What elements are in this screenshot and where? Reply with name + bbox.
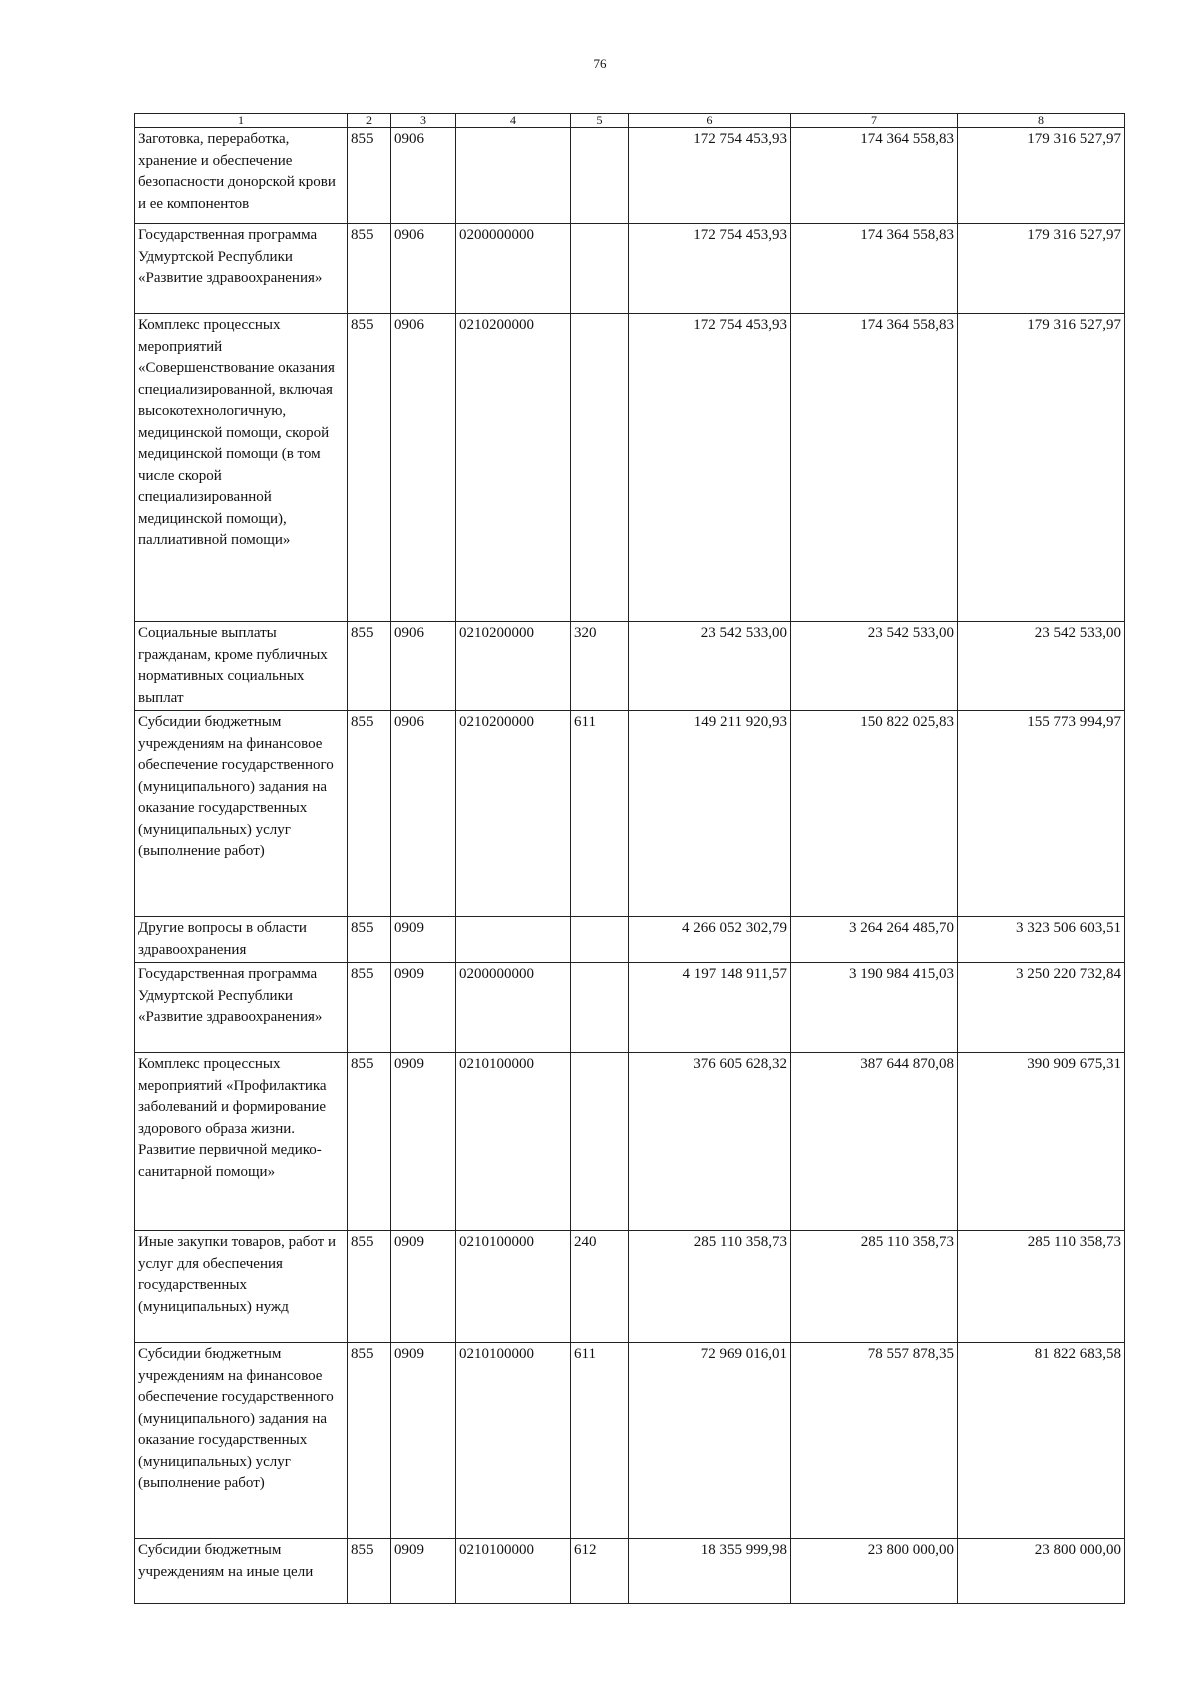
row-year2: 387 644 870,08 xyxy=(791,1053,958,1231)
row-ved: 855 xyxy=(348,1053,391,1231)
row-target: 0210200000 xyxy=(456,622,571,711)
table-row xyxy=(135,1539,1125,1604)
row-ved: 855 xyxy=(348,917,391,963)
row-target: 0210100000 xyxy=(456,1539,571,1604)
row-type xyxy=(571,963,629,1053)
row-type: 320 xyxy=(571,622,629,711)
header-cell: 3 xyxy=(391,114,456,128)
row-target: 0210100000 xyxy=(456,1231,571,1343)
row-name: Субсидии бюджетным учреждениям на финансовое обеспечение государственного (муниципального) задания на оказание государственных (муниципальных) услуг (выполнение работ) xyxy=(135,1343,348,1539)
row-section: 0909 xyxy=(391,1053,456,1231)
row-section: 0906 xyxy=(391,711,456,917)
budget-table xyxy=(134,113,1125,1604)
row-ved: 855 xyxy=(348,314,391,622)
table-row xyxy=(135,314,1125,622)
row-type xyxy=(571,1053,629,1231)
row-year2: 285 110 358,73 xyxy=(791,1231,958,1343)
row-section: 0909 xyxy=(391,963,456,1053)
row-type: 612 xyxy=(571,1539,629,1604)
row-year1: 376 605 628,32 xyxy=(629,1053,791,1231)
table-row xyxy=(135,711,1125,917)
row-section: 0909 xyxy=(391,1343,456,1539)
header-cell: 7 xyxy=(791,114,958,128)
row-target xyxy=(456,917,571,963)
row-year2: 174 364 558,83 xyxy=(791,224,958,314)
row-year1: 172 754 453,93 xyxy=(629,128,791,224)
row-ved: 855 xyxy=(348,1539,391,1604)
row-name: Комплекс процессных мероприятий «Профилактика заболеваний и формирование здорового образа жизни. Развитие первичной медико-санитарной помощи» xyxy=(135,1053,348,1231)
row-year1: 18 355 999,98 xyxy=(629,1539,791,1604)
row-year1: 72 969 016,01 xyxy=(629,1343,791,1539)
row-name: Субсидии бюджетным учреждениям на финансовое обеспечение государственного (муниципального) задания на оказание государственных (муниципальных) услуг (выполнение работ) xyxy=(135,711,348,917)
row-year3: 179 316 527,97 xyxy=(958,128,1125,224)
row-year1: 23 542 533,00 xyxy=(629,622,791,711)
header-row xyxy=(135,114,1125,128)
row-type: 611 xyxy=(571,711,629,917)
row-year1: 4 197 148 911,57 xyxy=(629,963,791,1053)
table-row xyxy=(135,917,1125,963)
table-row xyxy=(135,128,1125,224)
row-year2: 174 364 558,83 xyxy=(791,314,958,622)
row-name: Иные закупки товаров, работ и услуг для обеспечения государственных (муниципальных) нужд xyxy=(135,1231,348,1343)
header-cell: 6 xyxy=(629,114,791,128)
row-ved: 855 xyxy=(348,711,391,917)
row-year3: 155 773 994,97 xyxy=(958,711,1125,917)
row-type xyxy=(571,917,629,963)
row-name: Государственная программа Удмуртской Республики «Развитие здравоохранения» xyxy=(135,224,348,314)
row-ved: 855 xyxy=(348,1343,391,1539)
header-cell: 1 xyxy=(135,114,348,128)
row-year3: 179 316 527,97 xyxy=(958,224,1125,314)
row-name: Субсидии бюджетным учреждениям на иные цели xyxy=(135,1539,348,1604)
row-section: 0906 xyxy=(391,224,456,314)
row-ved: 855 xyxy=(348,224,391,314)
row-ved: 855 xyxy=(348,1231,391,1343)
row-name: Социальные выплаты гражданам, кроме публичных нормативных социальных выплат xyxy=(135,622,348,711)
table-row xyxy=(135,1231,1125,1343)
row-year3: 23 800 000,00 xyxy=(958,1539,1125,1604)
table-row xyxy=(135,224,1125,314)
row-target: 0200000000 xyxy=(456,963,571,1053)
row-year3: 81 822 683,58 xyxy=(958,1343,1125,1539)
table-row xyxy=(135,622,1125,711)
row-type xyxy=(571,224,629,314)
header-cell: 5 xyxy=(571,114,629,128)
row-target xyxy=(456,128,571,224)
row-type xyxy=(571,314,629,622)
row-name: Заготовка, переработка, хранение и обеспечение безопасности донорской крови и ее компонентов xyxy=(135,128,348,224)
table-row xyxy=(135,1343,1125,1539)
row-section: 0909 xyxy=(391,1231,456,1343)
row-year1: 4 266 052 302,79 xyxy=(629,917,791,963)
row-year1: 172 754 453,93 xyxy=(629,224,791,314)
row-type xyxy=(571,128,629,224)
row-year2: 150 822 025,83 xyxy=(791,711,958,917)
row-year3: 3 250 220 732,84 xyxy=(958,963,1125,1053)
header-cell: 8 xyxy=(958,114,1125,128)
row-year3: 3 323 506 603,51 xyxy=(958,917,1125,963)
row-year3: 285 110 358,73 xyxy=(958,1231,1125,1343)
row-year2: 3 264 264 485,70 xyxy=(791,917,958,963)
row-section: 0909 xyxy=(391,1539,456,1604)
header-cell: 2 xyxy=(348,114,391,128)
header-cell: 4 xyxy=(456,114,571,128)
row-year3: 23 542 533,00 xyxy=(958,622,1125,711)
row-name: Комплекс процессных мероприятий «Совершенствование оказания специализированной, включая высокотехнологичную, медицинской помощи, скорой медицинской помощи (в том числе скорой специализированной медицинской помощи), паллиативной помощи» xyxy=(135,314,348,622)
row-target: 0210100000 xyxy=(456,1053,571,1231)
row-target: 0210200000 xyxy=(456,314,571,622)
row-ved: 855 xyxy=(348,128,391,224)
row-year2: 23 542 533,00 xyxy=(791,622,958,711)
page-number: 76 xyxy=(593,56,607,71)
row-target: 0200000000 xyxy=(456,224,571,314)
row-year2: 174 364 558,83 xyxy=(791,128,958,224)
row-name: Другие вопросы в области здравоохранения xyxy=(135,917,348,963)
row-year2: 23 800 000,00 xyxy=(791,1539,958,1604)
row-year3: 390 909 675,31 xyxy=(958,1053,1125,1231)
row-section: 0906 xyxy=(391,622,456,711)
row-year2: 3 190 984 415,03 xyxy=(791,963,958,1053)
table-row xyxy=(135,963,1125,1053)
table-row xyxy=(135,1053,1125,1231)
row-section: 0906 xyxy=(391,128,456,224)
row-section: 0909 xyxy=(391,917,456,963)
row-name: Государственная программа Удмуртской Республики «Развитие здравоохранения» xyxy=(135,963,348,1053)
row-year1: 285 110 358,73 xyxy=(629,1231,791,1343)
row-year2: 78 557 878,35 xyxy=(791,1343,958,1539)
row-target: 0210100000 xyxy=(456,1343,571,1539)
row-target: 0210200000 xyxy=(456,711,571,917)
row-ved: 855 xyxy=(348,963,391,1053)
row-year1: 149 211 920,93 xyxy=(629,711,791,917)
row-ved: 855 xyxy=(348,622,391,711)
row-section: 0906 xyxy=(391,314,456,622)
row-year1: 172 754 453,93 xyxy=(629,314,791,622)
row-type: 240 xyxy=(571,1231,629,1343)
row-year3: 179 316 527,97 xyxy=(958,314,1125,622)
row-type: 611 xyxy=(571,1343,629,1539)
